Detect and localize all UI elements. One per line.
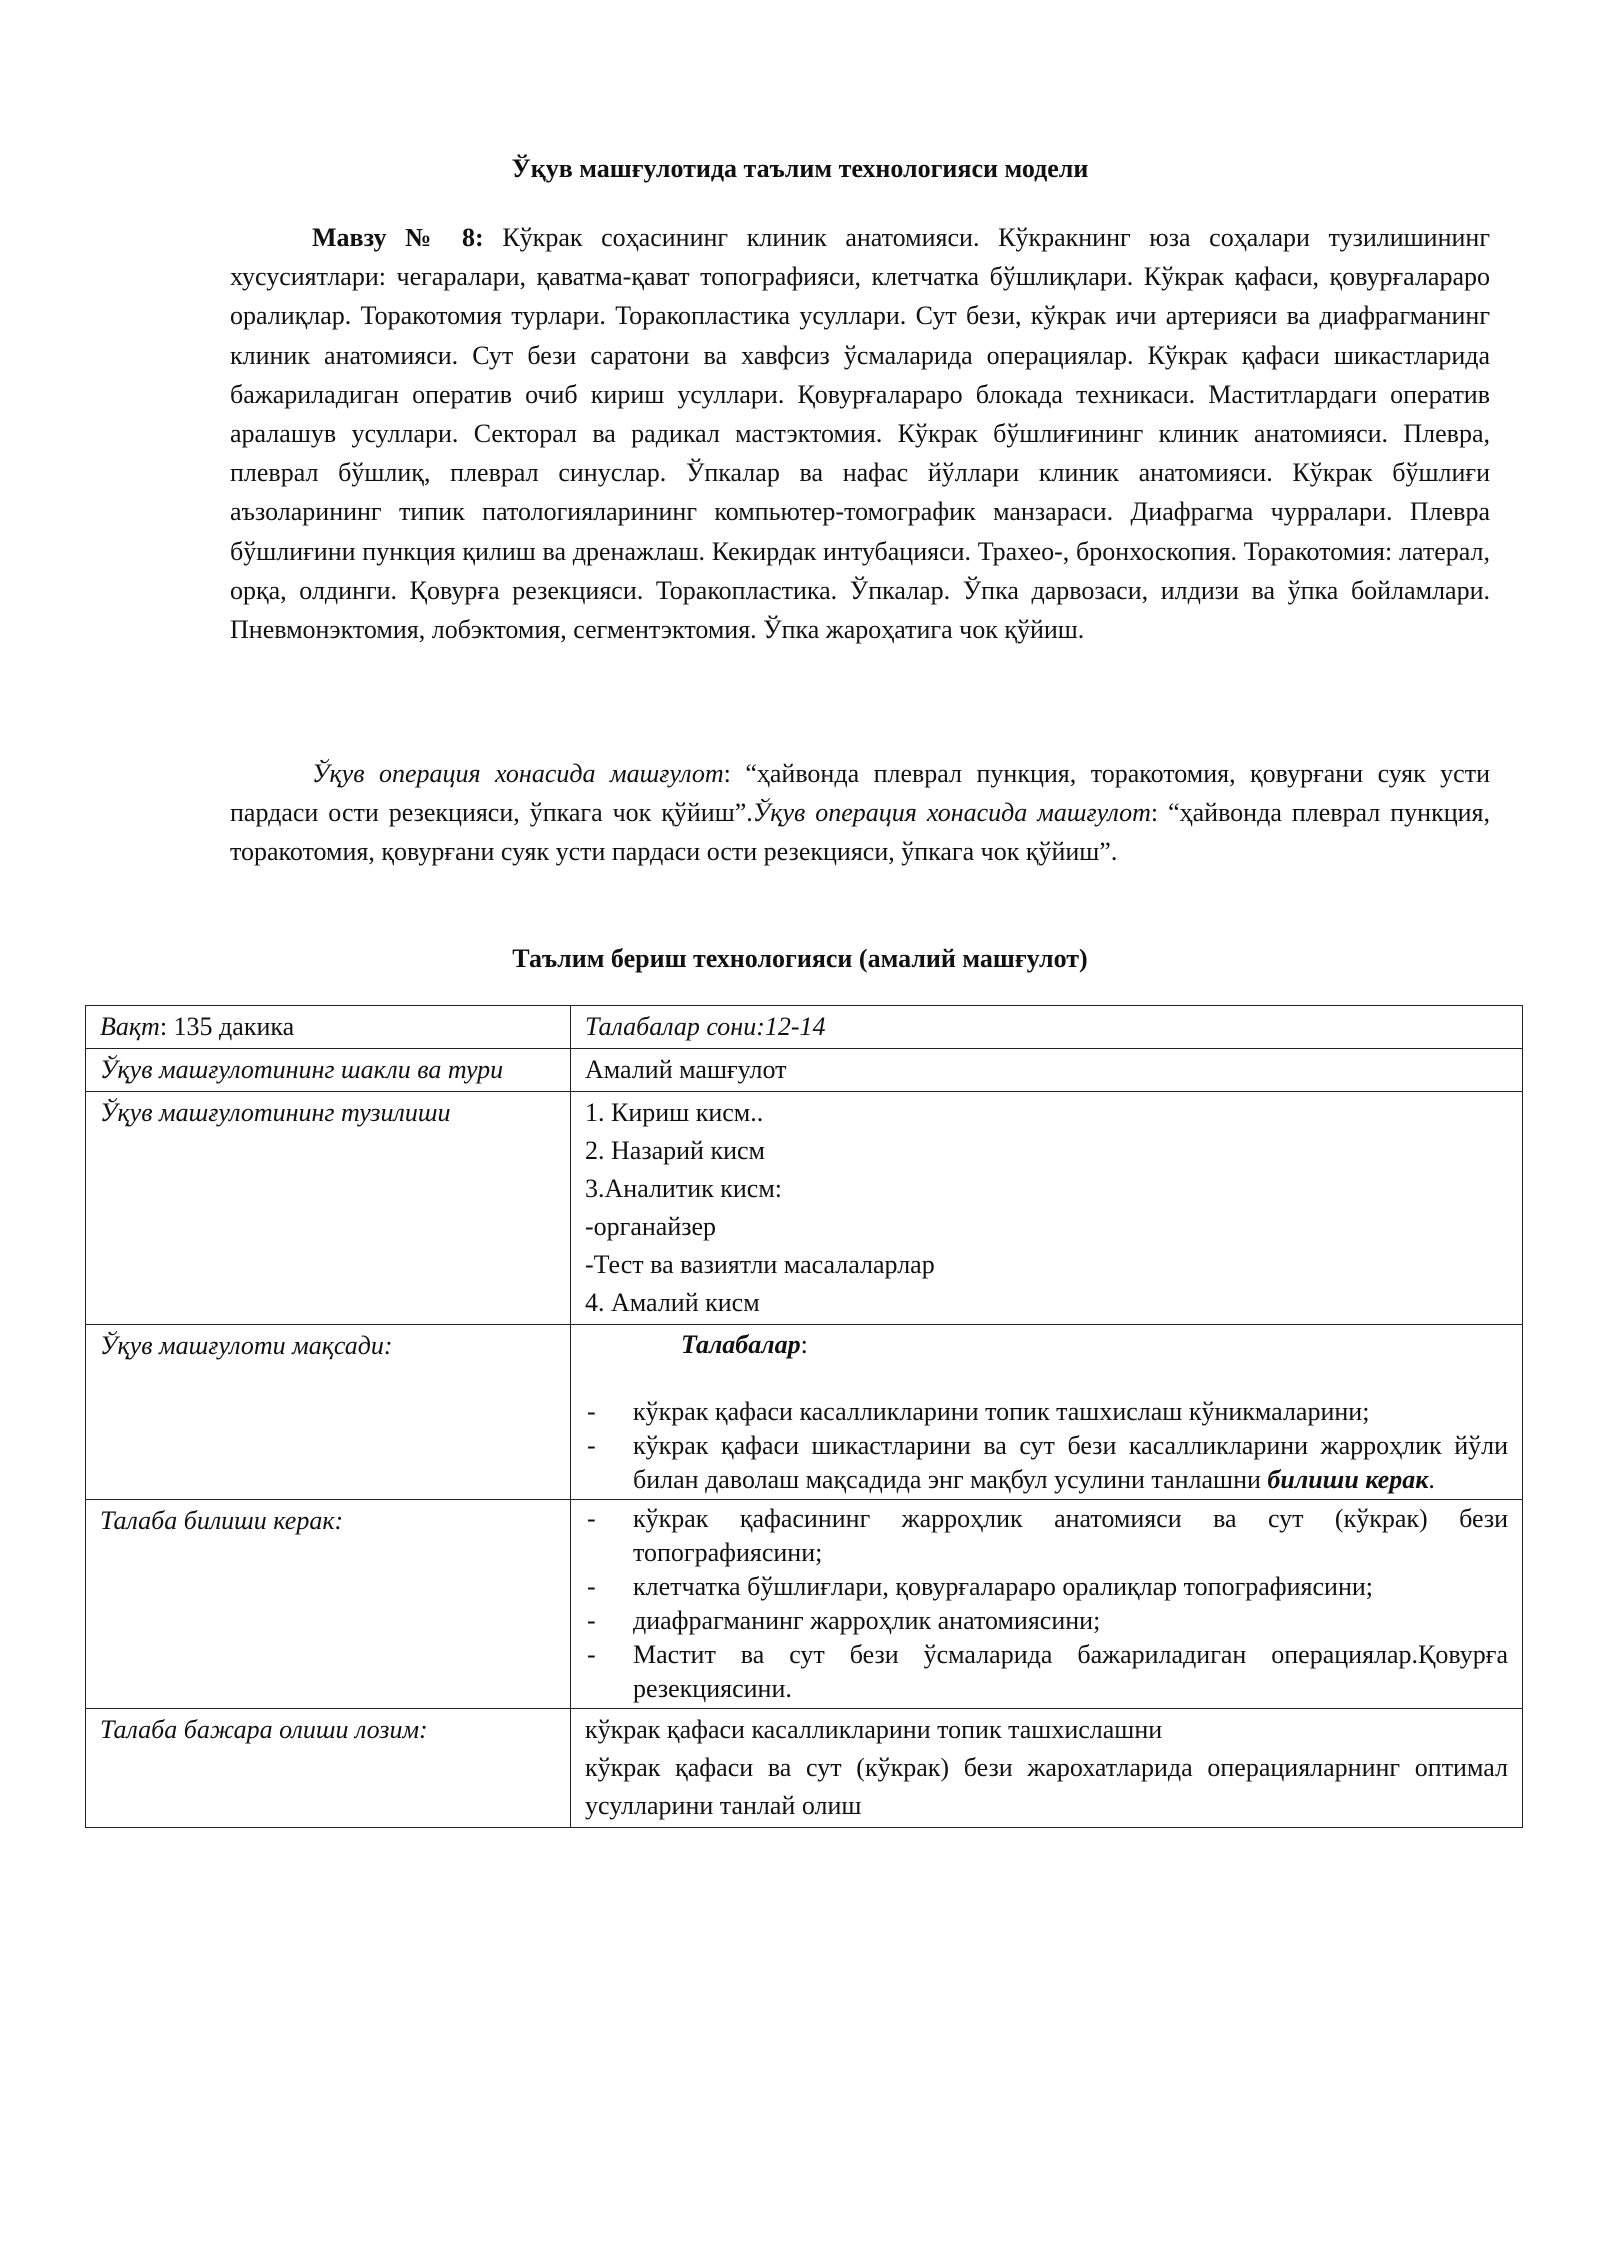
know-list (585, 1502, 1508, 1706)
structure-cell (571, 1092, 1523, 1325)
can-item: кўкрак қафаси ва сут (кўкрак) бези жарохатларида операцияларнинг оптимал усулларини танлай олиш (585, 1753, 1508, 1820)
topic-paragraph (230, 218, 1490, 649)
goal-heading: Талабалар (681, 1330, 801, 1359)
structure-item: 4. Амалий кисм (585, 1288, 760, 1317)
time-label: Вақт (100, 1012, 160, 1041)
operation-label-1: Ўқув операция хонасида машғулот (312, 759, 724, 788)
know-cell (571, 1500, 1523, 1709)
table-row (86, 1500, 1523, 1709)
goal-label: Ўқув машғулоти мақсади: (86, 1325, 571, 1500)
time-value: : 135 дакика (159, 1012, 295, 1041)
structure-item: 1. Кириш кисм.. (585, 1098, 764, 1127)
table-row (86, 1325, 1523, 1500)
list-item: - кўкрак қафасининг жарроҳлик анатомияси ва сут (кўкрак) бези топографиясини; (585, 1502, 1508, 1570)
operation-text-2: : “ҳайвонда плеврал пункция, торакотомия, қовурғани суяк усти пардаси ости резекцияси, ўпкага чок қўйиш”. (230, 798, 1490, 867)
goal-heading-colon: : (800, 1330, 808, 1359)
list-item: - диафрагманинг жарроҳлик анатомиясини; (585, 1604, 1508, 1638)
structure-label: Ўқув машғулотининг тузилиши (86, 1092, 571, 1325)
students-count: Талабалар сони:12-14 (585, 1012, 826, 1041)
time-cell (86, 1006, 571, 1049)
can-item: кўкрак қафаси касалликларини топик ташхислашни (585, 1715, 1163, 1744)
can-cell (571, 1709, 1523, 1828)
technology-table (85, 1005, 1523, 1828)
table-title: Таълим бериш технологияси (амалий машғулот) (512, 944, 1088, 973)
table-row (86, 1092, 1523, 1325)
know-label: Талаба билиши керак: (86, 1500, 571, 1709)
list-item: - Мастит ва сут бези ўсмаларида бажариладиган операциялар.Қовурға резекциясини. (585, 1638, 1508, 1706)
operation-paragraph (230, 754, 1490, 872)
table-row (86, 1049, 1523, 1092)
form-value: Амалий машғулот (571, 1049, 1523, 1092)
can-label: Талаба бажара олиши лозим: (86, 1709, 571, 1828)
structure-item: -Тест ва вазиятли масалаларлар (585, 1250, 935, 1279)
document-title: Ўқув машғулотида таълим технологияси модели (511, 154, 1089, 183)
goal-list (585, 1395, 1508, 1497)
topic-text: Кўкрак соҳасининг клиник анатомияси. Кўкракнинг юза соҳалари тузилишининг хусусиятлари: чегаралари, қаватма-қават топографияси, клетчатка бўшлиқлари. Кўкрак қафаси, қовурғалараро оралиқлар. Торакотомия турлари. Торакопластика усуллари. Сут бези, кўкрак ичи артерияси ва диафрагманинг клиник анатомияси. Сут бези саратони ва хавфсиз ўсмаларида операциялар. Кўкрак қафаси шикастларида бажариладиган оператив очиб кириш усуллари. Қовурғалараро блокада техникаси. Маститлардаги оператив аралашув усуллари. Секторал ва радикал мастэктомия. Кўкрак бўшлиғининг клиник анатомияси. Плевра, плеврал бўшлиқ, плеврал синуслар. Ўпкалар ва нафас йўллари клиник анатомияси. Кўкрак бўшлиғи аъзоларининг типик патологияларининг компьютер-томографик манзараси. Диафрагма чурралари. Плевра бўшлиғини пункция қилиш ва дренажлаш. Кекирдак интубацияси. Трахео-, бронхоскопия. Торакотомия: латерал, орқа, олдинги. Қовурға резекцияси. Торакопластика. Ўпкалар. Ўпка дарвозаси, илдизи ва ўпка бойламлари. Пневмонэктомия, лобэктомия, сегментэктомия. Ўпка жароҳатига чок қўйиш. (230, 223, 1490, 645)
topic-label: Мавзу № 8: (312, 223, 484, 252)
table-row (86, 1709, 1523, 1828)
students-cell (571, 1006, 1523, 1049)
operation-label-2: Ўқув операция хонасида машғулот (752, 798, 1151, 828)
operation-text-1: : “ҳайвонда плеврал пункция, торакотомия, қовурғани суяк усти пардаси ости резекцияси, ўпкага чок қўйиш”. (230, 759, 1490, 828)
goal-emphasis: билиши керак (1267, 1465, 1429, 1494)
goal-cell (571, 1325, 1523, 1500)
structure-item: 3.Аналитик кисм: (585, 1174, 783, 1203)
form-label: Ўқув машғулотининг шакли ва тури (86, 1049, 571, 1092)
structure-item: 2. Назарий кисм (585, 1136, 765, 1165)
structure-item: -органайзер (585, 1212, 717, 1241)
list-item: - клетчатка бўшлиғлари, қовурғалараро оралиқлар топографиясини; (585, 1570, 1508, 1604)
table-row (86, 1006, 1523, 1049)
goal-heading-line (585, 1327, 1508, 1363)
list-item: - кўкрак қафаси шикастларини ва сут бези касалликларини жарроҳлик йўли билан даволаш мақсадида энг мақбул усулини танлашни билиши керак. (585, 1429, 1508, 1497)
list-item: - кўкрак қафаси касалликларини топик ташхислаш кўникмаларини; (585, 1395, 1508, 1429)
